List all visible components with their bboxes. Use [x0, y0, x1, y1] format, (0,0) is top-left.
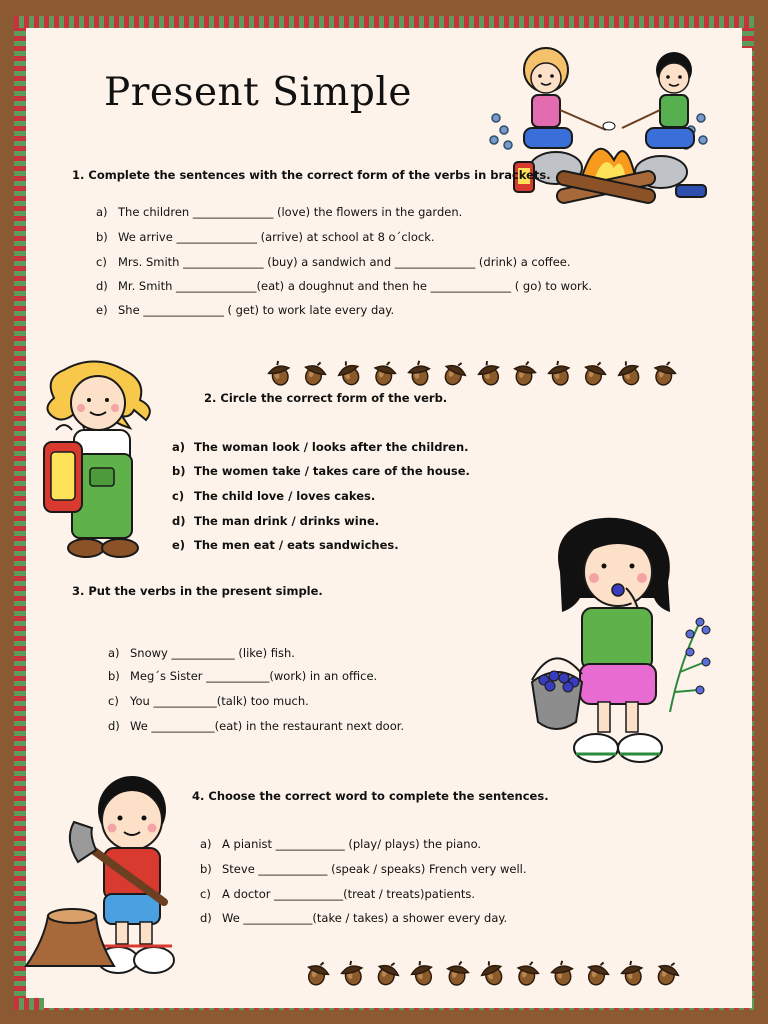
acorn-icon [304, 960, 331, 987]
acorn-icon [444, 960, 471, 987]
acorn-icon [546, 360, 573, 387]
acorn-icon [301, 360, 328, 387]
section3-item-d: d) We ___________(eat) in the restaurant next door. [108, 719, 405, 733]
acorn-icon [616, 360, 643, 387]
acorn-icon [266, 360, 293, 387]
acorn-icon [374, 960, 401, 987]
page-title: Present Simple [104, 70, 412, 115]
section2-item-a: a) The woman look / looks after the children. [172, 440, 469, 454]
acorn-icon [336, 360, 363, 387]
acorn-icon [514, 960, 541, 987]
acorn-icon [651, 360, 678, 387]
boy-with-axe-illustration [24, 770, 184, 982]
acorn-icon [441, 360, 468, 387]
section1-heading: 1. Complete the sentences with the correct form of the verbs in brackets. [72, 168, 551, 182]
section3-item-c: c) You ___________(talk) too much. [108, 694, 309, 708]
section4-item-a: a) A pianist ____________ (play/ plays) the piano. [200, 837, 482, 851]
girl-with-lantern-illustration [34, 358, 174, 563]
section1-item-d: d) Mr. Smith ______________(eat) a doughnut and then he ______________ ( go) to work. [96, 279, 593, 293]
section1-item-a: a) The children ______________ (love) the flowers in the garden. [96, 205, 463, 219]
section2-item-e: e) The men eat / eats sandwiches. [172, 538, 399, 552]
acorn-icon [409, 960, 436, 987]
acorn-icon [584, 960, 611, 987]
section3-heading: 3. Put the verbs in the present simple. [72, 584, 323, 598]
section3-item-a: a) Snowy ___________ (like) fish. [108, 646, 295, 660]
acorn-divider-bottom [304, 960, 681, 987]
acorn-icon [406, 360, 433, 387]
acorn-icon [511, 360, 538, 387]
acorn-icon [476, 360, 503, 387]
section1-item-e: e) She ______________ ( get) to work late every day. [96, 303, 395, 317]
acorn-icon [619, 960, 646, 987]
acorn-icon [479, 960, 506, 987]
section1-item-c: c) Mrs. Smith ______________ (buy) a sandwich and ______________ (drink) a coffee. [96, 255, 571, 269]
acorn-divider-top [266, 360, 678, 387]
acorn-icon [371, 360, 398, 387]
section2-item-b: b) The women take / takes care of the house. [172, 464, 470, 478]
acorn-icon [549, 960, 576, 987]
section4-item-b: b) Steve ____________ (speak / speaks) French very well. [200, 862, 527, 876]
acorn-icon [654, 960, 681, 987]
section1-item-b: b) We arrive ______________ (arrive) at school at 8 o´clock. [96, 230, 435, 244]
section4-heading: 4. Choose the correct word to complete the sentences. [192, 789, 549, 803]
section2-item-c: c) The child love / loves cakes. [172, 489, 376, 503]
acorn-icon [581, 360, 608, 387]
section4-item-d: d) We ____________(take / takes) a shower every day. [200, 911, 508, 925]
section2-item-d: d) The man drink / drinks wine. [172, 514, 380, 528]
section4-item-c: c) A doctor ____________(treat / treats)patients. [200, 887, 476, 901]
section2-heading: 2. Circle the correct form of the verb. [204, 391, 448, 405]
campfire-kids-illustration [486, 40, 711, 215]
girl-eating-berries-illustration [530, 512, 715, 772]
section3-item-b: b) Meg´s Sister ___________(work) in an office. [108, 669, 378, 683]
acorn-icon [339, 960, 366, 987]
